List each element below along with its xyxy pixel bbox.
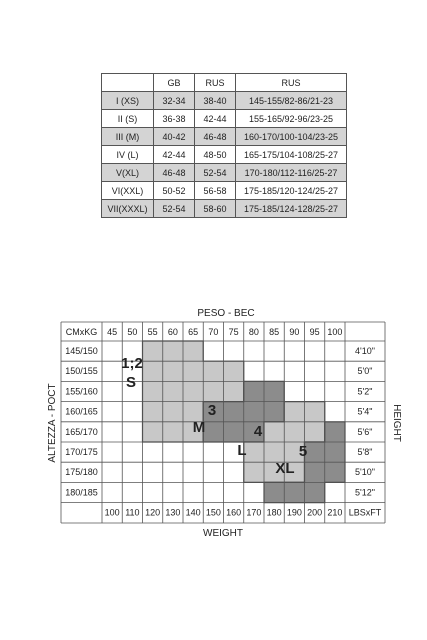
zone-s-number: 1;2 bbox=[121, 355, 143, 372]
table-cell: 145-155/82-86/21-23 bbox=[236, 92, 347, 110]
right-axis-label: HEIGHT bbox=[391, 404, 402, 442]
kg-value: 45 bbox=[107, 327, 118, 337]
lbs-value: 180 bbox=[266, 507, 282, 518]
lbs-value: 120 bbox=[145, 507, 161, 518]
table-cell: 42-44 bbox=[195, 110, 236, 128]
lbs-value: 140 bbox=[185, 507, 201, 518]
kg-value: 75 bbox=[228, 327, 239, 337]
table-cell: 32-34 bbox=[154, 92, 195, 110]
ft-value: 5'2" bbox=[357, 386, 373, 397]
cm-value: 180/185 bbox=[65, 487, 98, 498]
ft-value: 5'0" bbox=[357, 366, 373, 377]
zone-l-number: 4 bbox=[253, 423, 263, 440]
table-cell: 58-60 bbox=[195, 200, 236, 218]
kg-value: 90 bbox=[289, 327, 300, 337]
table-cell: 160-170/100-104/23-25 bbox=[236, 128, 347, 146]
table-cell: III (M) bbox=[102, 128, 154, 146]
left-axis-label: ALTEZZA - POCT bbox=[47, 383, 58, 463]
ft-value: 5'12" bbox=[355, 487, 375, 498]
table-cell: VII(XXXL) bbox=[102, 200, 154, 218]
cm-value: 175/180 bbox=[65, 467, 98, 478]
table-cell: 175-185/124-128/25-27 bbox=[236, 200, 347, 218]
table-cell: 38-40 bbox=[195, 92, 236, 110]
table-cell: 56-58 bbox=[195, 182, 236, 200]
ft-value: 4'10" bbox=[355, 346, 375, 356]
table-cell: 52-54 bbox=[195, 164, 236, 182]
kg-value: 85 bbox=[269, 327, 280, 337]
cm-value: 150/155 bbox=[65, 366, 98, 377]
zone-s-size: S bbox=[125, 374, 137, 391]
cm-value: 160/165 bbox=[65, 406, 98, 417]
header-cell: RUS bbox=[195, 74, 236, 92]
table-cell: 155-165/92-96/23-25 bbox=[236, 110, 347, 128]
table-cell: 52-54 bbox=[154, 200, 195, 218]
ft-value: 5'6" bbox=[357, 426, 373, 437]
cm-value: 145/150 bbox=[65, 346, 98, 356]
header-cell: GB bbox=[154, 74, 195, 92]
table-cell: 50-52 bbox=[154, 182, 195, 200]
table-cell: 46-48 bbox=[195, 128, 236, 146]
cm-value: 155/160 bbox=[65, 386, 98, 397]
table-cell: I (XS) bbox=[102, 92, 154, 110]
table-cell: 42-44 bbox=[154, 146, 195, 164]
table-cell: 165-175/104-108/25-27 bbox=[236, 146, 347, 164]
corner-bottom-right-label: LBSxFT bbox=[348, 507, 382, 518]
zone-m-number: 3 bbox=[207, 402, 217, 419]
kg-value: 50 bbox=[127, 327, 138, 337]
lbs-value: 100 bbox=[104, 507, 120, 518]
lbs-value: 130 bbox=[165, 507, 181, 518]
header-cell: RUS bbox=[236, 74, 347, 92]
bottom-axis-label: WEIGHT bbox=[203, 528, 243, 539]
kg-value: 80 bbox=[248, 327, 259, 337]
table-cell: 175-185/120-124/25-27 bbox=[236, 182, 347, 200]
table-cell: 48-50 bbox=[195, 146, 236, 164]
table-cell: IV (L) bbox=[102, 146, 154, 164]
lbs-value: 160 bbox=[226, 507, 242, 518]
kg-value: 95 bbox=[309, 327, 320, 337]
lbs-value: 210 bbox=[327, 507, 343, 518]
lbs-value: 190 bbox=[286, 507, 302, 518]
lbs-value: 200 bbox=[307, 507, 323, 518]
zone-xl-number: 5 bbox=[298, 443, 308, 460]
table-cell: 40-42 bbox=[154, 128, 195, 146]
kg-value: 70 bbox=[208, 327, 219, 337]
zone-m-size: M bbox=[192, 419, 206, 436]
zone-l-size: L bbox=[237, 442, 247, 459]
lbs-value: 110 bbox=[125, 507, 140, 518]
table-cell: V(XL) bbox=[102, 164, 154, 182]
table-cell: 46-48 bbox=[154, 164, 195, 182]
zone-xl-size: XL bbox=[275, 460, 295, 477]
kg-value: 55 bbox=[147, 327, 158, 337]
ft-value: 5'8" bbox=[357, 447, 373, 457]
table-cell: II (S) bbox=[102, 110, 154, 128]
top-axis-label: PESO - BEC bbox=[197, 308, 255, 319]
table-cell: VI(XXL) bbox=[102, 182, 154, 200]
ft-value: 5'4" bbox=[357, 406, 373, 417]
table-cell: 36-38 bbox=[154, 110, 195, 128]
table-cell: 170-180/112-116/25-27 bbox=[236, 164, 347, 182]
corner-top-left-label: CMxKG bbox=[65, 327, 98, 337]
cm-value: 165/170 bbox=[65, 426, 98, 437]
kg-value: 60 bbox=[167, 327, 178, 337]
kg-value: 100 bbox=[327, 327, 343, 337]
lbs-value: 150 bbox=[205, 507, 221, 518]
kg-value: 65 bbox=[188, 327, 199, 337]
lbs-value: 170 bbox=[246, 507, 262, 518]
cm-value: 170/175 bbox=[65, 447, 98, 457]
ft-value: 5'10" bbox=[355, 467, 375, 478]
